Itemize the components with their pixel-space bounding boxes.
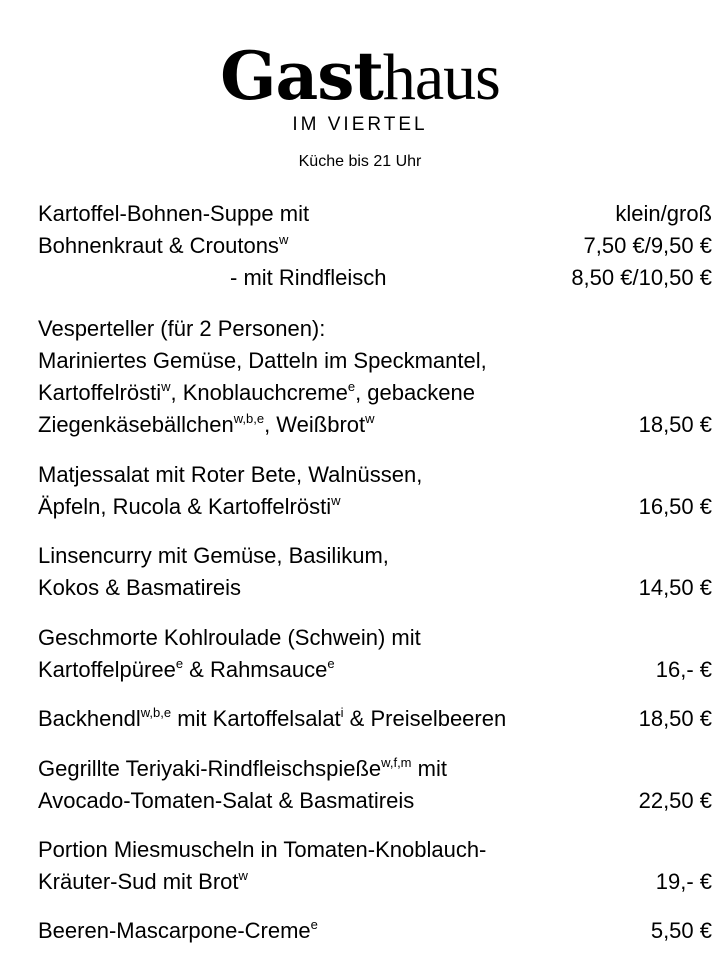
menu-item-miesmuscheln: [38, 834, 712, 898]
item-price: 18,50 €: [638, 412, 712, 437]
allergen-marker: e: [347, 379, 356, 394]
item-line: Avocado-Tomaten-Salat & Basmatireis: [38, 788, 415, 813]
allergen-marker: w: [365, 411, 375, 426]
item-line: Bohnenkraut & Croutons$^w$: [38, 232, 289, 258]
item-line: Mariniertes Gemüse, Datteln im Speckmantel,: [38, 348, 487, 373]
allergen-marker: w,b,e: [233, 411, 265, 426]
kitchen-hours: Küche bis 21 Uhr: [298, 153, 422, 170]
item-price: 5,50 €: [650, 918, 712, 943]
item-line: Portion Miesmuscheln in Tomaten-Knoblauch-: [38, 837, 487, 862]
item-price: 22,50 €: [638, 788, 712, 813]
allergen-marker: e: [175, 656, 184, 671]
allergen-marker: e: [327, 656, 335, 671]
menu-item-vesperteller: [38, 313, 712, 441]
size-label: klein/groß: [615, 201, 712, 226]
restaurant-logo: [0, 37, 720, 115]
allergen-marker: w: [278, 232, 289, 247]
item-price: 7,50 €/9,50 €: [583, 233, 712, 258]
menu-item-suppe: [38, 198, 712, 294]
item-line: Linsencurry mit Gemüse, Basilikum,: [38, 543, 389, 568]
allergen-marker: w: [161, 379, 171, 394]
item-variant: - mit Rindfleisch: [230, 265, 387, 290]
allergen-marker: w: [238, 868, 248, 883]
menu-item-backhendl: [38, 703, 712, 735]
item-line: Gegrillte Teriyaki-Rindfleischspieße$^{w,f,m}$ mit: [38, 755, 447, 781]
allergen-marker: w,f,m: [381, 755, 412, 770]
item-price: 16,- €: [655, 657, 712, 682]
item-line: Vesperteller (für 2 Personen):: [38, 316, 326, 341]
logo-subtitle: IM VIERTEL: [292, 114, 428, 135]
item-line: Beeren-Mascarpone-Creme$^e$: [38, 917, 318, 943]
item-line: Ziegenkäsebällchen$^{w,b,e}$, Weißbrot$^w$: [38, 411, 375, 437]
item-price: 19,- €: [655, 869, 712, 894]
allergen-marker: w: [331, 493, 341, 508]
item-price: 16,50 €: [638, 494, 712, 519]
item-line: Kräuter-Sud mit Brot$^w$: [38, 868, 248, 894]
menu-item-matjessalat: [38, 459, 712, 523]
item-line: Matjessalat mit Roter Bete, Walnüssen,: [38, 462, 423, 487]
logo-light-part: haus: [382, 41, 500, 114]
item-price: 14,50 €: [638, 575, 712, 600]
menu-item-linsencurry: [38, 540, 712, 604]
variant-price: 8,50 €/10,50 €: [571, 265, 712, 290]
logo-bold-part: Gast: [220, 37, 383, 115]
allergen-marker: i: [340, 705, 344, 720]
item-line: Kartoffelrösti$^w$, Knoblauchcreme$^e$, gebackene: [38, 379, 475, 405]
item-line: Kartoffel-Bohnen-Suppe mit: [38, 201, 310, 226]
item-line: Äpfeln, Rucola & Kartoffelrösti$^w$: [38, 493, 341, 519]
menu-item-dessert: [38, 915, 712, 947]
allergen-marker: w,b,e: [140, 705, 172, 720]
item-price: 18,50 €: [638, 706, 712, 731]
menu-item-teriyaki: [38, 753, 712, 817]
item-line: Kokos & Basmatireis: [38, 575, 241, 600]
item-line: Backhendl$^{w,b,e}$ mit Kartoffelsalat$^i$ & Preiselbeeren: [38, 705, 507, 731]
menu-item-kohlroulade: [38, 622, 712, 686]
item-line: Geschmorte Kohlroulade (Schwein) mit: [38, 625, 421, 650]
allergen-marker: e: [310, 917, 318, 932]
item-line: Kartoffelpüree$^e$ & Rahmsauce$^e$: [38, 656, 335, 682]
